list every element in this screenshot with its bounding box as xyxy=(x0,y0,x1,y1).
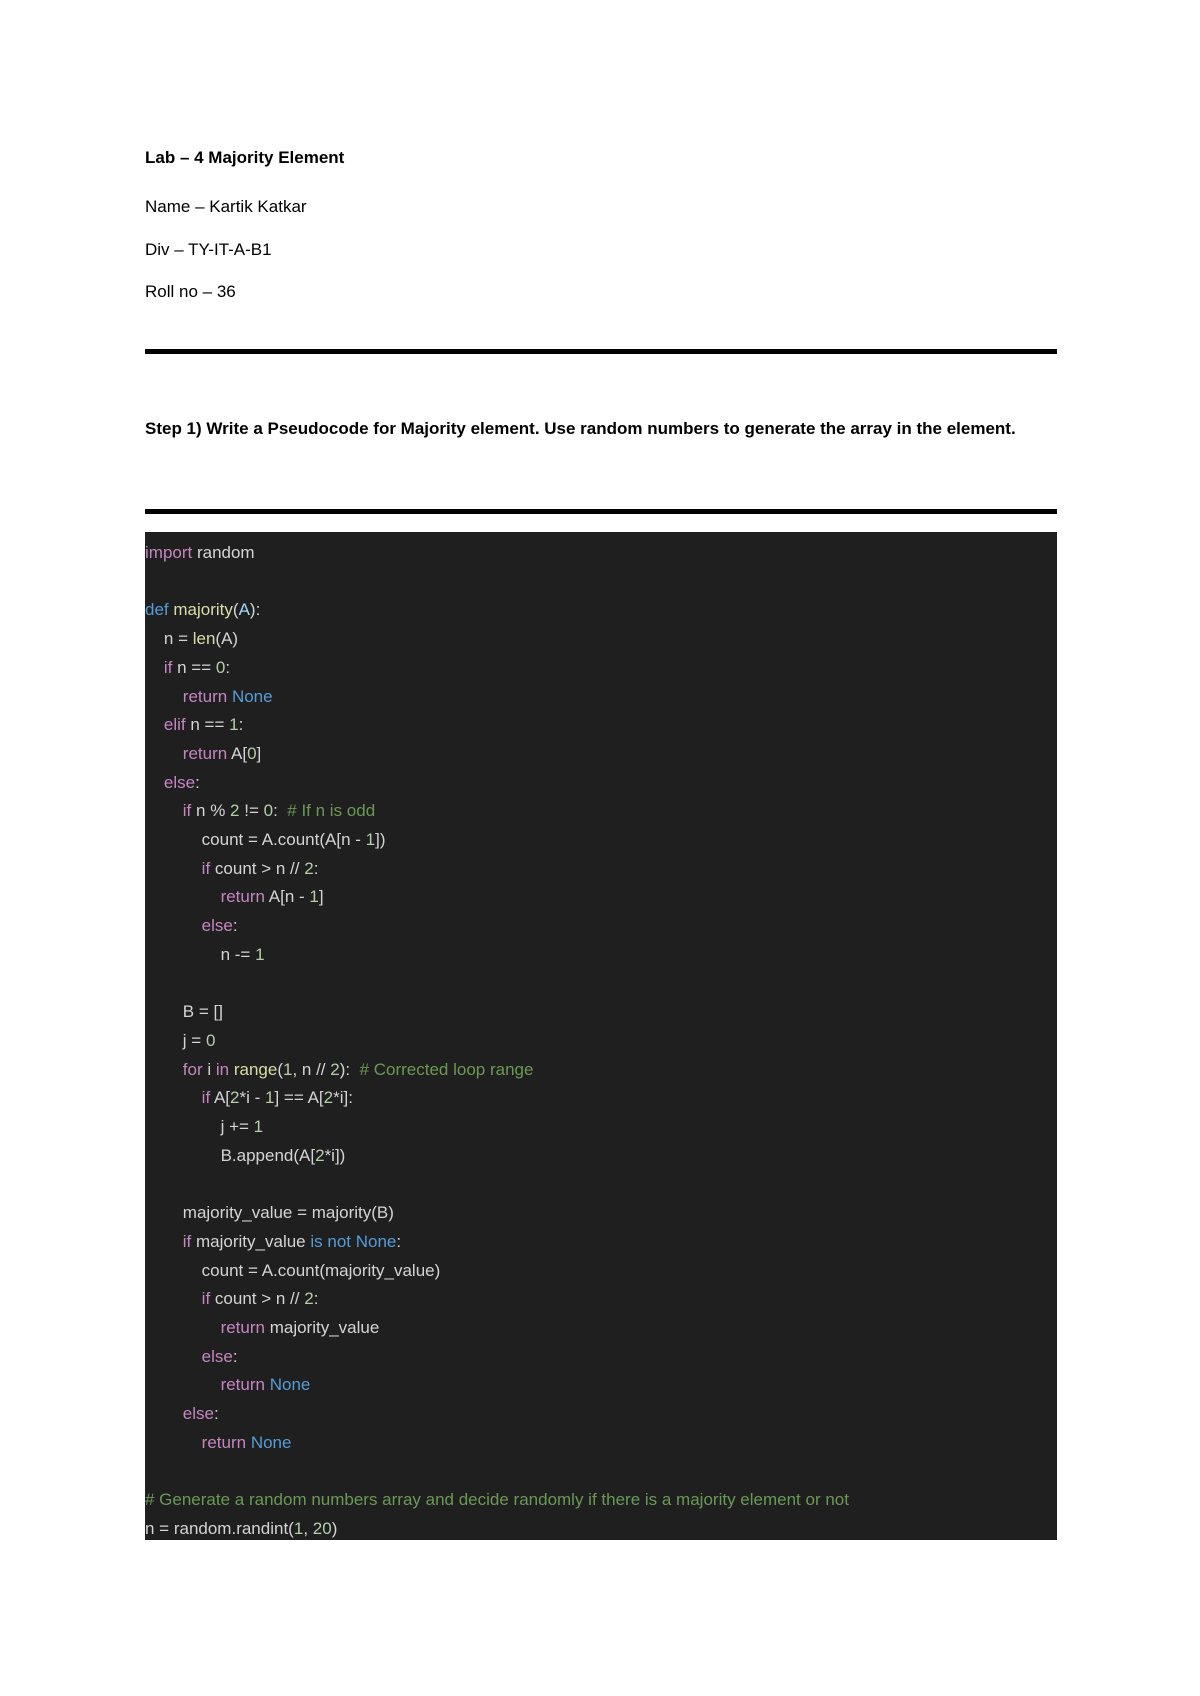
code-token: count > n // xyxy=(210,858,305,878)
code-token: majority_value xyxy=(191,1231,311,1251)
code-token: 2 xyxy=(304,858,314,878)
code-line xyxy=(145,884,324,910)
code-token: majority xyxy=(173,600,233,620)
code-token: ) xyxy=(331,1518,338,1538)
code-token: count = A.count(A[n - xyxy=(145,830,366,849)
code-token: : xyxy=(313,1289,319,1309)
code-token: n % xyxy=(191,801,231,821)
code-token: : xyxy=(225,657,231,677)
code-token: 20 xyxy=(312,1518,332,1538)
code-token: 0 xyxy=(247,743,257,763)
code-token: 1 xyxy=(255,944,265,964)
code-line xyxy=(145,1286,318,1312)
code-token: elif xyxy=(145,715,186,735)
code-token: : xyxy=(232,1346,238,1366)
code-token: n == xyxy=(185,715,230,735)
code-line xyxy=(145,684,273,710)
code-line xyxy=(145,1057,533,1083)
code-token: for xyxy=(145,1059,203,1079)
code-token: ] xyxy=(318,887,324,907)
lab-title: Lab – 4 Majority Element xyxy=(145,148,345,167)
code-token: None xyxy=(269,1375,311,1395)
code-token: 1 xyxy=(229,715,239,735)
code-token: 0 xyxy=(215,657,226,677)
code-token: return xyxy=(145,686,228,706)
code-line xyxy=(145,655,230,681)
code-token: 2 xyxy=(230,801,240,821)
code-token: j = xyxy=(145,1030,206,1050)
step-instruction: Step 1) Write a Pseudocode for Majority element. Use random numbers to generate the array in the element. xyxy=(145,419,1016,438)
code-token: # Generate a random numbers array and decide randomly if there is a majority element or not xyxy=(145,1490,849,1510)
code-line xyxy=(145,913,238,939)
code-token: random xyxy=(192,543,255,562)
code-token: : xyxy=(213,1404,219,1423)
code-token: , xyxy=(303,1518,313,1538)
code-token: 2 xyxy=(230,1088,240,1108)
code-line xyxy=(145,1315,379,1341)
code-line xyxy=(145,1487,849,1513)
code-token: if xyxy=(145,858,211,878)
code-token: ] xyxy=(256,743,262,763)
code-token: A[ xyxy=(227,743,248,763)
code-token: majority_value xyxy=(264,1317,380,1337)
code-token: return xyxy=(145,1317,265,1337)
code-token: : xyxy=(273,801,288,821)
code-line xyxy=(145,1430,291,1456)
roll-number: Roll no – 36 xyxy=(145,282,236,301)
code-token: if xyxy=(145,1088,211,1108)
code-token: : xyxy=(232,916,238,936)
code-token: : xyxy=(238,715,244,735)
code-block xyxy=(145,532,1057,1540)
code-token: A xyxy=(238,600,250,620)
code-line xyxy=(145,712,243,738)
code-token: B = [] xyxy=(145,1002,223,1022)
code-token: ] == A[ xyxy=(274,1088,324,1108)
code-token: *i]) xyxy=(324,1145,346,1165)
code-token: 1 xyxy=(365,830,376,849)
code-line xyxy=(145,1258,440,1284)
horizontal-rule xyxy=(145,349,1057,354)
code-token: ): xyxy=(249,600,261,620)
code-line xyxy=(145,1344,238,1370)
code-token: n == xyxy=(172,657,216,677)
code-token: else xyxy=(145,1404,214,1423)
code-line xyxy=(145,827,386,853)
code-token: if xyxy=(145,801,192,821)
code-token: # Corrected loop range xyxy=(359,1059,534,1079)
code-line xyxy=(145,626,238,652)
code-token: None xyxy=(250,1432,292,1452)
code-token: count > n // xyxy=(210,1289,305,1309)
code-token: range xyxy=(233,1059,278,1079)
code-line xyxy=(145,856,318,882)
code-token: if xyxy=(145,1231,192,1251)
code-token: None xyxy=(231,686,273,706)
code-token: else xyxy=(145,772,196,792)
code-token: 2 xyxy=(304,1289,314,1309)
code-token: if xyxy=(145,1289,211,1309)
code-line xyxy=(145,1114,263,1140)
code-token: : xyxy=(313,858,319,878)
code-token: A[n - xyxy=(264,887,310,907)
code-token: A[ xyxy=(210,1088,231,1108)
code-token: 1 xyxy=(282,1059,293,1079)
code-token: in xyxy=(215,1059,230,1079)
code-token: 2 xyxy=(323,1088,334,1108)
student-division: Div – TY-IT-A-B1 xyxy=(145,240,272,259)
code-line xyxy=(145,1085,353,1111)
code-token: 1 xyxy=(309,887,319,907)
code-token: return xyxy=(145,1375,265,1395)
code-token: n = random.randint( xyxy=(145,1518,294,1538)
code-token: n = xyxy=(145,629,193,649)
horizontal-rule xyxy=(145,509,1057,514)
code-token: else xyxy=(145,916,233,936)
code-token: n -= xyxy=(145,944,256,964)
code-token: else xyxy=(145,1346,233,1366)
code-line xyxy=(145,1028,215,1054)
code-line xyxy=(145,999,223,1025)
code-token: def xyxy=(145,600,169,620)
code-line xyxy=(145,942,265,968)
code-token: : xyxy=(396,1231,402,1251)
code-token: 1 xyxy=(253,1117,264,1136)
code-token: 0 xyxy=(205,1030,216,1050)
code-line xyxy=(145,741,261,767)
code-token: 2 xyxy=(315,1145,325,1165)
code-token: ( xyxy=(232,600,239,620)
code-line xyxy=(145,540,255,566)
code-token: return xyxy=(145,887,265,907)
code-token: *i]: xyxy=(333,1088,353,1108)
code-token: return xyxy=(145,1432,247,1452)
code-token: majority_value = majority(B) xyxy=(145,1203,394,1223)
code-token: : xyxy=(195,772,200,792)
code-token: len xyxy=(192,629,216,649)
code-token: (A) xyxy=(215,629,239,649)
code-line xyxy=(145,798,375,824)
code-token: 2 xyxy=(330,1059,340,1079)
code-line xyxy=(145,770,200,796)
student-name: Name – Kartik Katkar xyxy=(145,197,307,216)
code-token: j += xyxy=(145,1117,254,1136)
code-line xyxy=(145,597,260,623)
code-token: , n // xyxy=(292,1059,331,1079)
code-token: 1 xyxy=(293,1518,304,1538)
code-line xyxy=(145,1229,401,1255)
code-token: ): xyxy=(339,1059,360,1079)
code-token: ]) xyxy=(375,830,386,849)
code-token: *i - xyxy=(239,1088,266,1108)
code-token: 0 xyxy=(263,801,274,821)
code-token: count = A.count(majority_value) xyxy=(145,1260,441,1280)
code-line xyxy=(145,1200,394,1226)
code-line xyxy=(145,1372,310,1398)
code-line xyxy=(145,1516,337,1540)
code-line xyxy=(145,1143,345,1169)
code-token: ( xyxy=(277,1059,283,1079)
code-token: return xyxy=(145,743,228,763)
code-token: is not None xyxy=(310,1231,397,1251)
code-token: if xyxy=(145,657,173,677)
code-token: i xyxy=(202,1059,216,1079)
code-token: != xyxy=(239,801,264,821)
code-token: # If n is odd xyxy=(287,801,376,821)
code-token: import xyxy=(145,543,193,562)
code-token: B.append(A[ xyxy=(145,1145,316,1165)
code-token: 1 xyxy=(265,1088,275,1108)
code-line xyxy=(145,1401,219,1427)
